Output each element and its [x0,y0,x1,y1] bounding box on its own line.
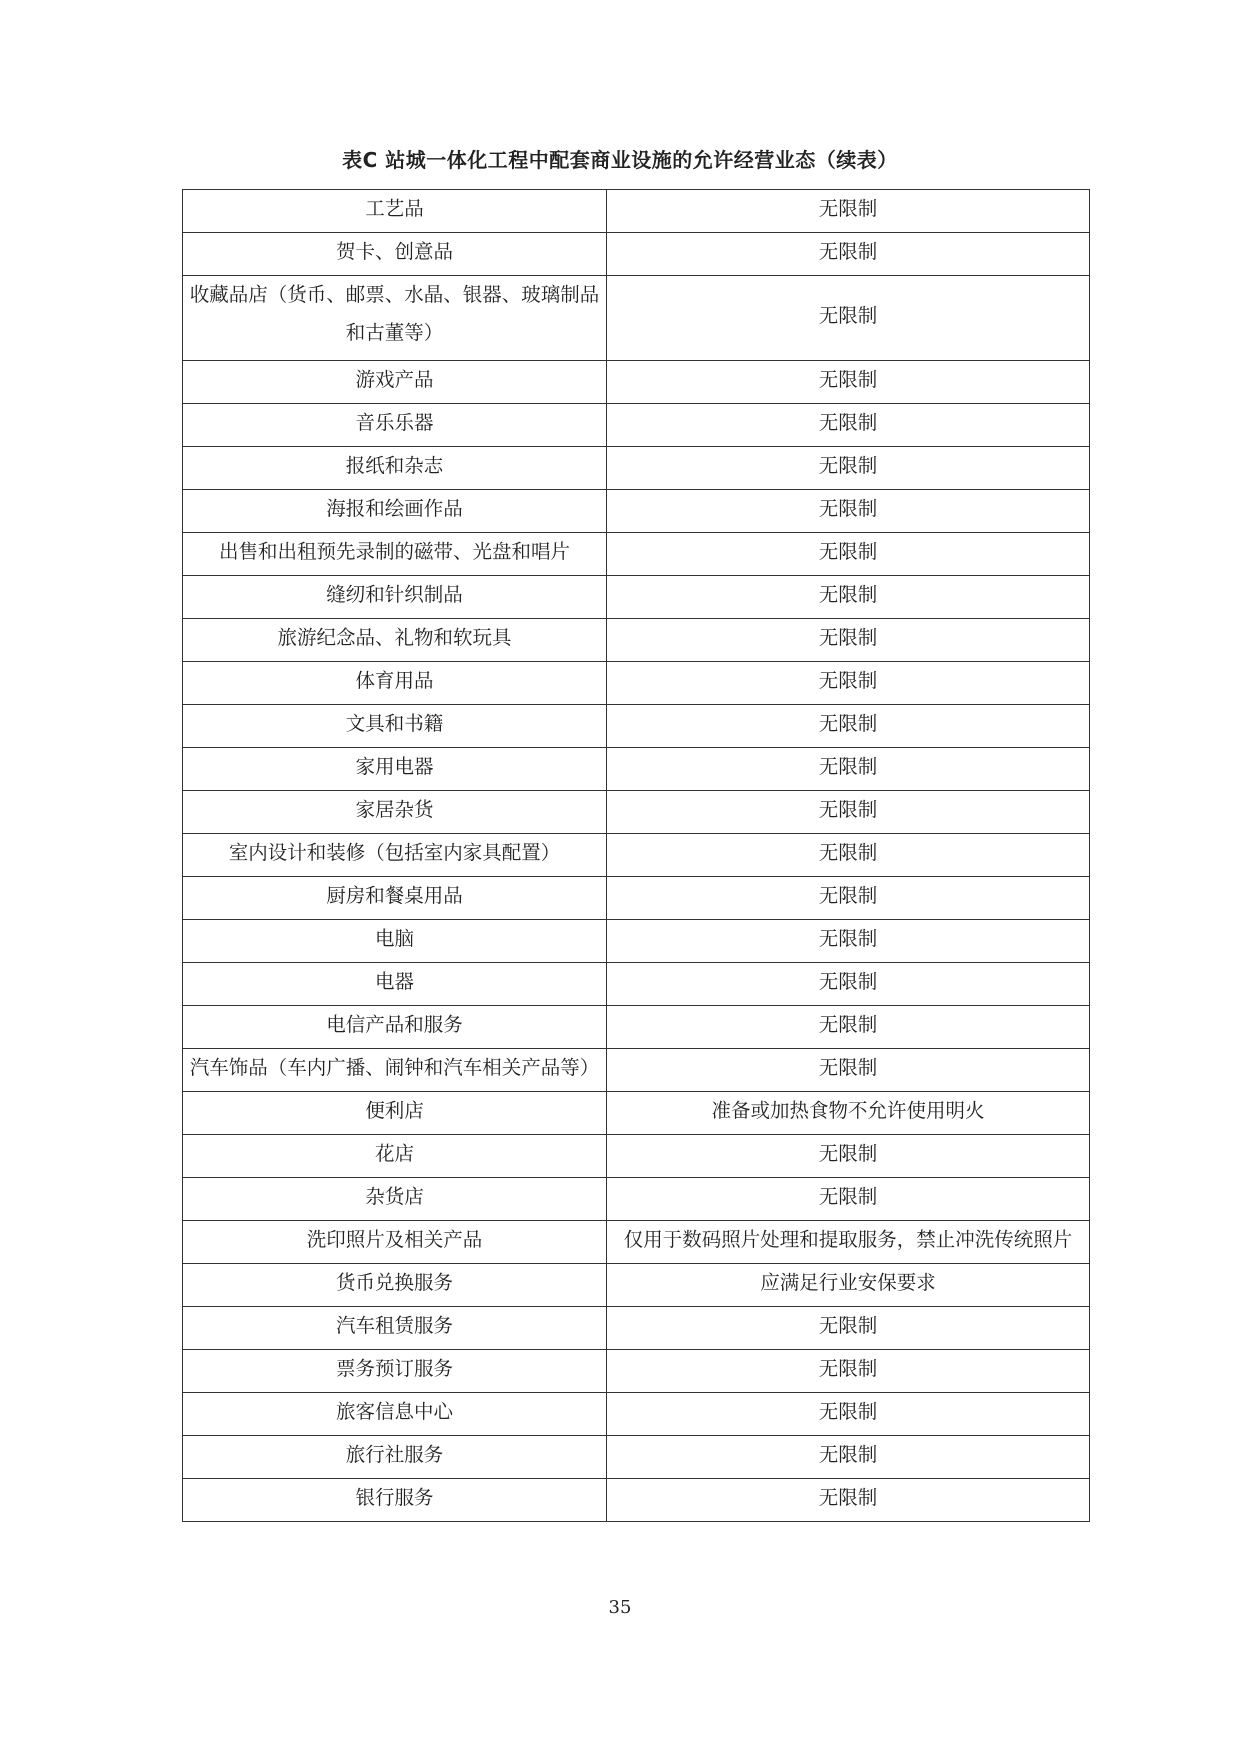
business-category-cell: 收藏品店（货币、邮票、水晶、银器、玻璃制品和古董等） [183,276,607,361]
restriction-cell: 无限制 [607,361,1090,404]
table-body [183,190,1090,1522]
restriction-cell: 无限制 [607,877,1090,920]
table-row [183,877,1090,920]
restriction-cell: 无限制 [607,662,1090,705]
business-category-cell: 家居杂货 [183,791,607,834]
restriction-cell: 无限制 [607,1006,1090,1049]
table-row [183,404,1090,447]
restriction-cell: 无限制 [607,1479,1090,1522]
table-row [183,533,1090,576]
business-category-cell: 音乐乐器 [183,404,607,447]
table-row [183,361,1090,404]
business-category-cell: 电信产品和服务 [183,1006,607,1049]
table-row [183,576,1090,619]
business-category-cell: 票务预订服务 [183,1350,607,1393]
business-category-cell: 体育用品 [183,662,607,705]
table-row [183,1307,1090,1350]
business-category-cell: 室内设计和装修（包括室内家具配置） [183,834,607,877]
table-row [183,791,1090,834]
business-category-cell: 洗印照片及相关产品 [183,1221,607,1264]
business-category-cell: 旅行社服务 [183,1436,607,1479]
restriction-cell: 无限制 [607,963,1090,1006]
table-row [183,662,1090,705]
business-category-cell: 电脑 [183,920,607,963]
restriction-cell: 无限制 [607,576,1090,619]
table-row [183,1393,1090,1436]
permitted-business-table [182,189,1090,1522]
business-category-cell: 银行服务 [183,1479,607,1522]
table-row [183,1350,1090,1393]
table-row [183,748,1090,791]
restriction-cell: 无限制 [607,920,1090,963]
restriction-cell: 无限制 [607,1436,1090,1479]
table-row [183,1436,1090,1479]
business-category-cell: 报纸和杂志 [183,447,607,490]
page-number: 35 [608,1597,632,1618]
restriction-cell: 无限制 [607,1307,1090,1350]
table-row [183,1006,1090,1049]
table-row [183,447,1090,490]
table-row [183,619,1090,662]
restriction-cell: 无限制 [607,447,1090,490]
restriction-cell: 无限制 [607,1350,1090,1393]
restriction-cell: 无限制 [607,490,1090,533]
restriction-cell: 准备或加热食物不允许使用明火 [607,1092,1090,1135]
restriction-cell: 无限制 [607,834,1090,877]
business-category-cell: 货币兑换服务 [183,1264,607,1307]
table-row [183,1264,1090,1307]
business-category-cell: 旅客信息中心 [183,1393,607,1436]
business-category-cell: 工艺品 [183,190,607,233]
business-category-cell: 杂货店 [183,1178,607,1221]
restriction-cell: 仅用于数码照片处理和提取服务，禁止冲洗传统照片 [607,1221,1090,1264]
business-category-cell: 电器 [183,963,607,1006]
business-category-cell: 文具和书籍 [183,705,607,748]
table-row [183,233,1090,276]
restriction-cell: 无限制 [607,533,1090,576]
business-category-cell: 汽车租赁服务 [183,1307,607,1350]
table-row [183,834,1090,877]
table-row [183,963,1090,1006]
business-category-cell: 缝纫和针织制品 [183,576,607,619]
business-category-cell: 汽车饰品（车内广播、闹钟和汽车相关产品等） [183,1049,607,1092]
restriction-cell: 无限制 [607,190,1090,233]
business-category-cell: 便利店 [183,1092,607,1135]
business-category-cell: 厨房和餐桌用品 [183,877,607,920]
table-row [183,920,1090,963]
table-row [183,1479,1090,1522]
table-row [183,1092,1090,1135]
table-row [183,1178,1090,1221]
table-title: 表C 站城一体化工程中配套商业设施的允许经营业态（续表） [342,148,898,172]
business-category-cell: 家用电器 [183,748,607,791]
business-category-cell: 出售和出租预先录制的磁带、光盘和唱片 [183,533,607,576]
business-category-cell: 海报和绘画作品 [183,490,607,533]
table-row [183,705,1090,748]
restriction-cell: 无限制 [607,1393,1090,1436]
restriction-cell: 无限制 [607,619,1090,662]
business-category-cell: 花店 [183,1135,607,1178]
table-row [183,490,1090,533]
table-row [183,1221,1090,1264]
restriction-cell: 无限制 [607,748,1090,791]
business-category-cell: 游戏产品 [183,361,607,404]
table-row [183,1135,1090,1178]
business-category-cell: 旅游纪念品、礼物和软玩具 [183,619,607,662]
restriction-cell: 无限制 [607,404,1090,447]
business-category-cell: 贺卡、创意品 [183,233,607,276]
restriction-cell: 无限制 [607,1049,1090,1092]
restriction-cell: 应满足行业安保要求 [607,1264,1090,1307]
table-row [183,276,1090,361]
table-row [183,190,1090,233]
table-row [183,1049,1090,1092]
restriction-cell: 无限制 [607,1178,1090,1221]
restriction-cell: 无限制 [607,276,1090,361]
restriction-cell: 无限制 [607,705,1090,748]
restriction-cell: 无限制 [607,791,1090,834]
restriction-cell: 无限制 [607,233,1090,276]
restriction-cell: 无限制 [607,1135,1090,1178]
